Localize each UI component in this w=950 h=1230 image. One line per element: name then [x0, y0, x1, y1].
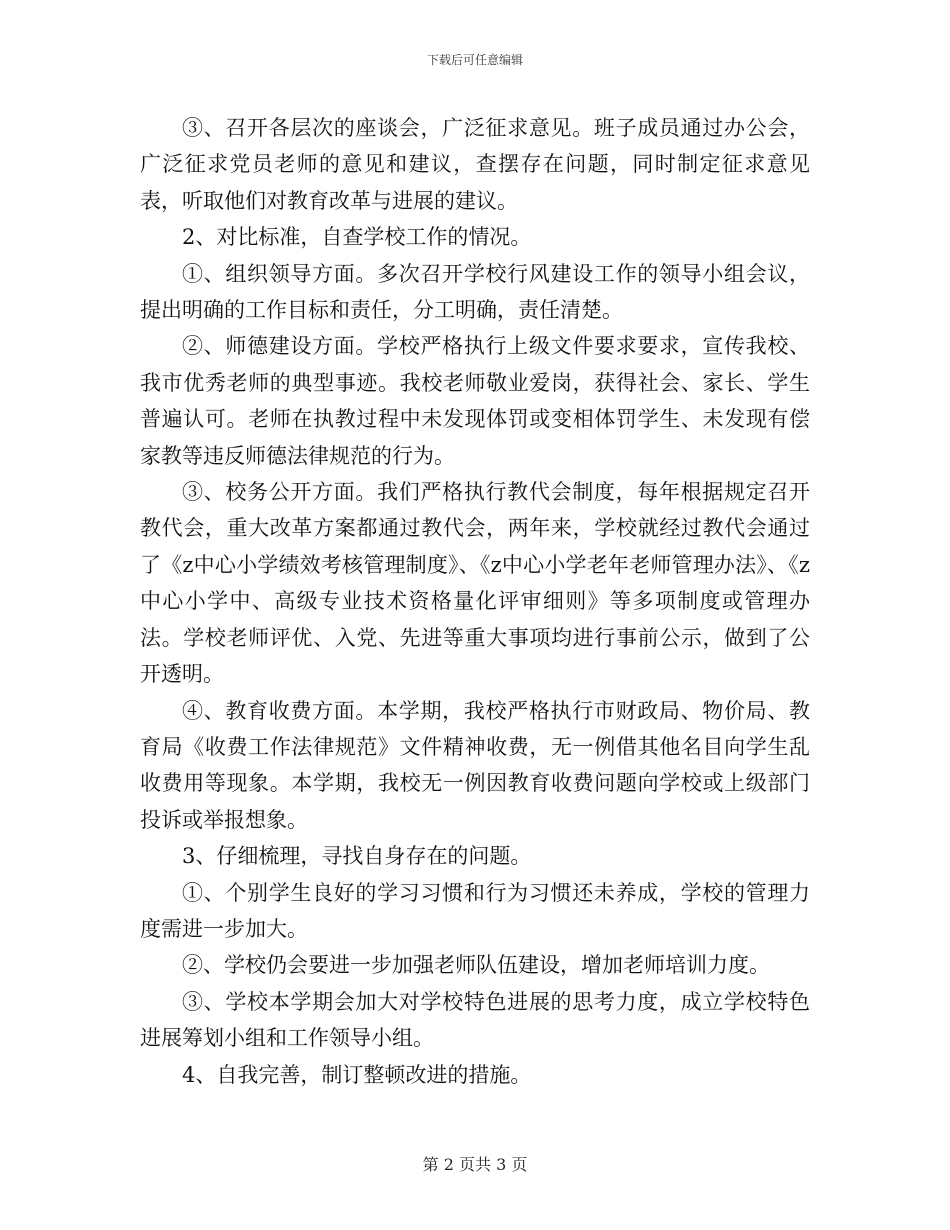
page-header: 下载后可任意编辑 [426, 53, 523, 67]
paragraph: 4、自我完善，制订整顿改进的措施。 [182, 1062, 532, 1087]
page-number: 第 2 页共 3 页 [422, 1155, 528, 1174]
paragraph: ②、学校仍会要进一步加强老师队伍建设，增加老师培训力度。 [182, 953, 770, 978]
paragraph: ②、师德建设方面。学校严格执行上级文件要求要求，宣传我校、我市优秀老师的典型事迹。我校老师敬业爱岗，获得社会、家长、学生普遍认可。老师在执教过程中未发现体罚或变相体罚学生、未发现有偿家教等违反师德法律规范的行为。 [140, 334, 810, 468]
paragraph: 2、对比标准，自查学校工作的情况。 [182, 225, 532, 250]
paragraph: ①、组织领导方面。多次召开学校行风建设工作的领导小组会议，提出明确的工作目标和责任，分工明确，责任清楚。 [140, 261, 810, 323]
paragraph: ③、学校本学期会加大对学校特色进展的思考力度，成立学校特色进展筹划小组和工作领导小组。 [140, 989, 810, 1051]
paragraph: ③、召开各层次的座谈会，广泛征求意见。班子成员通过办公会，广泛征求党员老师的意见和建议，查摆存在问题，同时制定征求意见表，听取他们对教育改革与进展的建议。 [140, 116, 810, 213]
paragraph: 3、仔细梳理，寻找自身存在的问题。 [182, 844, 532, 869]
paragraph: ③、校务公开方面。我们严格执行教代会制度，每年根据规定召开教代会，重大改革方案都通过教代会，两年来，学校就经过教代会通过了《z中心小学绩效考核管理制度》、《z中心小学老年老师管理办法》、《z中心小学中、高级专业技术资格量化评审细则》等多项制度或管理办法。学校老师评优、入党、先进等重大事项均进行事前公示，做到了公开透明。 [140, 480, 810, 687]
document-body [140, 110, 810, 1093]
paragraph: ④、教育收费方面。本学期，我校严格执行市财政局、物价局、教育局《收费工作法律规范》文件精神收费，无一例借其他名目向学生乱收费用等现象。本学期，我校无一例因教育收费问题向学校或上级部门投诉或举报想象。 [140, 698, 810, 832]
paragraph: ①、个别学生良好的学习习惯和行为习惯还未养成，学校的管理力度需进一步加大。 [140, 880, 810, 941]
